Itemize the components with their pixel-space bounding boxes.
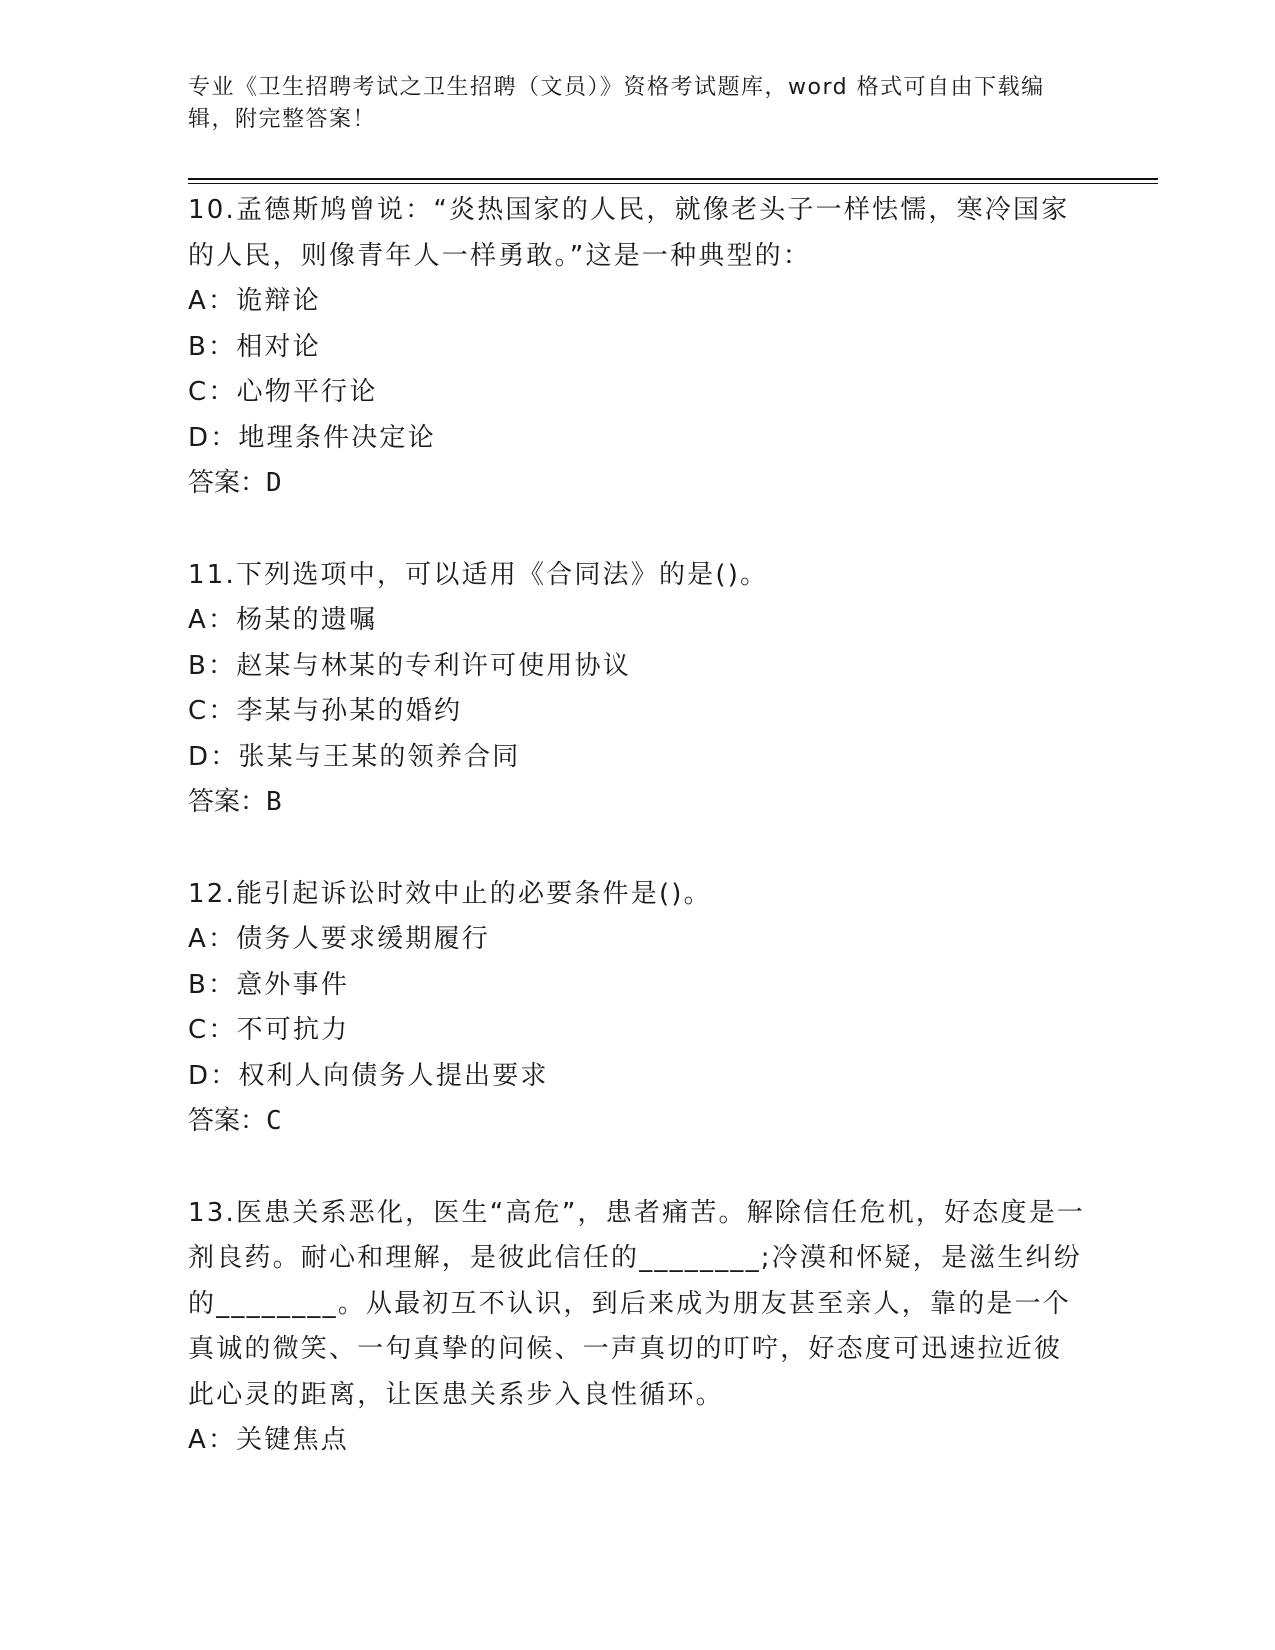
option-a: A：杨某的遗嘱: [188, 605, 378, 635]
header-rule-thick: [188, 178, 1158, 180]
question-list: [188, 188, 1088, 1510]
answer: 答案：B: [188, 787, 282, 817]
question-13: [188, 1191, 1088, 1464]
question-stem: 10.孟德斯鸠曾说：“炎热国家的人民，就像老头子一样怯懦，寒冷国家的人民，则像青年人一样勇敢。”这是一种典型的：: [188, 195, 1070, 271]
question-stem: 13.医患关系恶化，医生“高危”，患者痛苦。解除信任危机，好态度是一剂良药。耐心和理解，是彼此信任的________;冷漠和怀疑，是滋生纠纷的________。从最初互不认识，到后来成为朋友甚至亲人，靠的是一个真诚的微笑、一句真挚的问候、一声真切的叮咛，好态度可迅速拉近彼此心灵的距离，让医患关系步入良性循环。: [188, 1197, 1086, 1410]
header-rule-thin: [188, 183, 1158, 184]
question-stem: 11.下列选项中，可以适用《合同法》的是()。: [188, 559, 769, 590]
answer: 答案：C: [188, 1106, 282, 1136]
option-c: C：心物平行论: [188, 377, 378, 407]
option-a: A：债务人要求缓期履行: [188, 924, 490, 954]
option-a: A：关键焦点: [188, 1425, 349, 1455]
option-b: B：赵某与林某的专利许可使用协议: [188, 650, 632, 681]
option-d: D：张某与王某的领养合同: [188, 741, 521, 772]
option-b: B：相对论: [188, 331, 321, 362]
question-10: [188, 188, 1088, 507]
question-12: [188, 872, 1088, 1145]
question-11: [188, 553, 1088, 826]
document-header: [188, 72, 1068, 136]
option-a: A：诡辩论: [188, 286, 321, 316]
option-d: D：地理条件决定论: [188, 422, 436, 453]
answer: 答案：D: [188, 468, 282, 498]
option-b: B：意外事件: [188, 969, 350, 1000]
question-stem: 12.能引起诉讼时效中止的必要条件是()。: [188, 878, 712, 909]
option-c: C：李某与孙某的婚约: [188, 696, 463, 726]
option-d: D：权利人向债务人提出要求: [188, 1060, 549, 1091]
header-text: 专业《卫生招聘考试之卫生招聘（文员）》资格考试题库，word 格式可自由下载编辑，附完整答案！: [188, 75, 1045, 132]
option-c: C：不可抗力: [188, 1015, 350, 1045]
